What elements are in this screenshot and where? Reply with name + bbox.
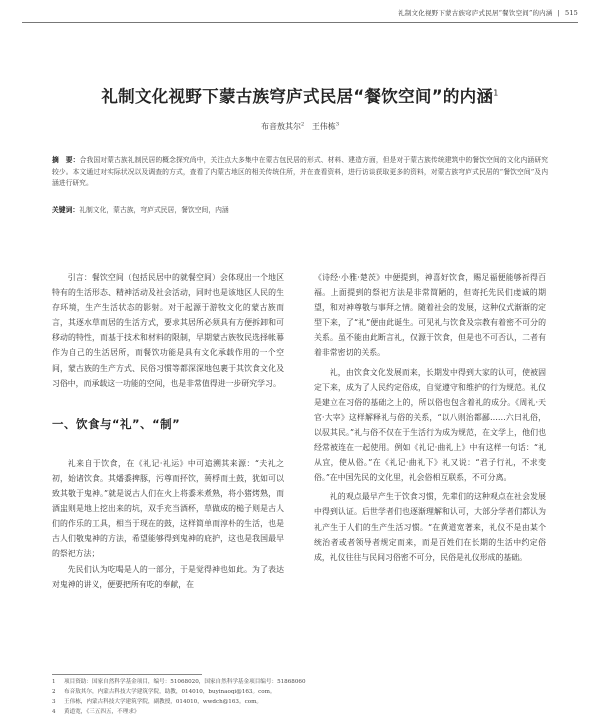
header-rule: [22, 22, 578, 23]
footnote-number: 3: [52, 699, 56, 705]
keywords-text: 礼制文化，蒙古族，穹庐式民居，餐饮空间，内涵: [79, 206, 229, 214]
footnote-text: 项目资助：国家自然科学基金项目，编号：51068020，国家自然科学基金项目编号：51868060: [64, 679, 306, 685]
footnotes: [52, 677, 552, 717]
footnote-text: 王伟栋，内蒙古科技大学建筑学院，副教授，014010，wwdch@163。com。: [64, 699, 262, 705]
abstract-text: 合我国对蒙古族礼制民居的概念探究尚中，关注点大多集中在蒙古包民居的形式、材料、建造方面，但是对于蒙古族传统建筑中的餐饮空间的文化内涵研究较少。本文通过对实际状况以及调查的方式，查看了内蒙古地区的相关传统住所，并在查看资料，进行访谈获取更多的资料，对蒙古族穹庐式民居的“餐饮空间”及内涵进行研究。: [52, 156, 548, 187]
author-name: 布音敖其尔: [260, 122, 301, 131]
footnote: [52, 677, 552, 687]
body-paragraph: 礼，由饮食文化发展而来，长期发中得到大家的认可，使被固定下来，成为了人民约定俗成，自觉遵守和维护的行为规范。礼仪是建立在习俗的基础之上的，所以俗也包含着礼的成分。《周礼·天官·大宰》这样解释礼与俗的关系，“以八则治都鄙……六曰礼俗，以驭其民。”礼与俗不仅在于生活行为成为规范，在文学上，他们也经常被连在一起使用。例如《礼记·曲礼上》中有这样一句话：“礼从宜，使从俗。”在《礼记·曲礼下》礼又说：“君子行礼，不求变俗。”在中国先民的文化里，礼会俗相互联系，不可分离。: [314, 367, 546, 483]
author-footnote-marker: 3: [335, 121, 339, 128]
body-column-left: [52, 270, 284, 592]
author-line: [0, 121, 600, 132]
author-name: 王伟栋: [311, 122, 336, 131]
body-paragraph: 《诗经·小雅·楚茨》中便提到，神喜好饮食，赐足福便能够祈得百福。上面提到的祭祀方法是非常简陋的，但寄托先民们虔诚的期望，和对神尊敬与事拜之情。随着社会的发展，这种仪式渐渐的定型下来，了“礼”便由此诞生。可见礼与饮食及宗教有着密不可分的关系。虽不能由此断言礼，仅源于饮食，但是也不可否认，二者有着非常密切的关系。: [314, 273, 546, 358]
body-paragraph: 礼来自于饮食，在《礼记·礼运》中可追溯其来源：“夫礼之初，始诸饮食。其燔黍捭豚，污尊而抔饮，蒉桴而土鼓，犹如可以致其敬于鬼神。”就是说古人们在火上将黍米煮熟，将小猪烤熟，而酒盅则是地上挖出来的坑，双手充当酒杯，草做成的槌子则是古人们的作乐的工具，相当于现在的鼓，这样简单而淳朴的生活，也是古人们敬鬼神的方法，希望能够得到鬼神的庇护，这也是我国最早的祭祀方法；: [52, 458, 284, 559]
footnote: [52, 687, 552, 697]
article-title-text: 礼制文化视野下蒙古族穹庐式民居“餐饮空间”的内涵: [101, 87, 494, 106]
footnote-number: 2: [52, 689, 56, 695]
footnote-text: 黄道宽，《三五四五，不理求》: [64, 709, 140, 715]
body-paragraph: 礼的观点最早产生于饮食习惯，先辈们的这种观点在社会发展中得到认证。后世学者们也逐渐理解和认可，大部分学者们都认为礼产生于人们的生产生活习惯。“在黄道宽著来，礼仪不是由某个统治者或者领导者规定而来，而是百姓们在长期的生活中约定俗成，礼仪往往与民间习俗密不可分，民俗是礼仪形成的基础。: [314, 492, 546, 562]
footnote-text: 布音敖其尔，内蒙古科技大学建筑学院，助教，014010，buyinaoqi@163。com。: [64, 689, 276, 695]
keywords-label: 关键词：: [52, 206, 80, 214]
running-head: 礼制文化视野下蒙古族穹庐式民居“餐饮空间”的内涵 | 515: [398, 9, 578, 17]
author-footnote-marker: 2: [300, 121, 305, 128]
keywords: [52, 205, 548, 216]
footnote: [52, 697, 552, 707]
abstract: [52, 155, 548, 190]
footnote-number: 4: [52, 709, 56, 715]
abstract-label: 摘 要：: [52, 156, 80, 164]
running-head-title: 礼制文化视野下蒙古族穹庐式民居“餐饮空间”的内涵: [398, 9, 553, 17]
footnote: [52, 707, 552, 717]
body-paragraph: 先民们认为吃喝是人的一部分，于是觉得神也如此。为了表达对鬼神的讲义，便要把所有吃的奉献，在: [52, 564, 284, 589]
page-number: 515: [564, 9, 578, 17]
section-heading: 一、饮食与“礼”、“制”: [52, 416, 181, 431]
title-footnote-marker: 1: [493, 88, 499, 98]
footnote-number: 1: [52, 679, 56, 685]
footnote-rule: [52, 674, 202, 675]
article-title: [0, 83, 600, 107]
body-column-right: [314, 270, 546, 565]
intro-paragraph: 引言：餐饮空间（包括民居中的就餐空间）会体现出一个地区特有的生活形态、精神活动及社会活动，同时也是该地区人民的生存环境，生产生活状态的影射。对于起源于游牧文化的蒙古族而言，其逐水草而居的生活方式，要求其居所必须具有方便拆卸和可移动的特性，而基于技术和材料的限制，早期蒙古族牧民选择帐幕作为自己的生活居所，而餐饮功能是具有文化承载作用的一个空间，蒙古族的生产方式、民俗习惯等都深深地包裹于其饮食文化及习俗中，而承载这一功能的空间，也是非常值得进一步研究学习。: [52, 273, 284, 388]
